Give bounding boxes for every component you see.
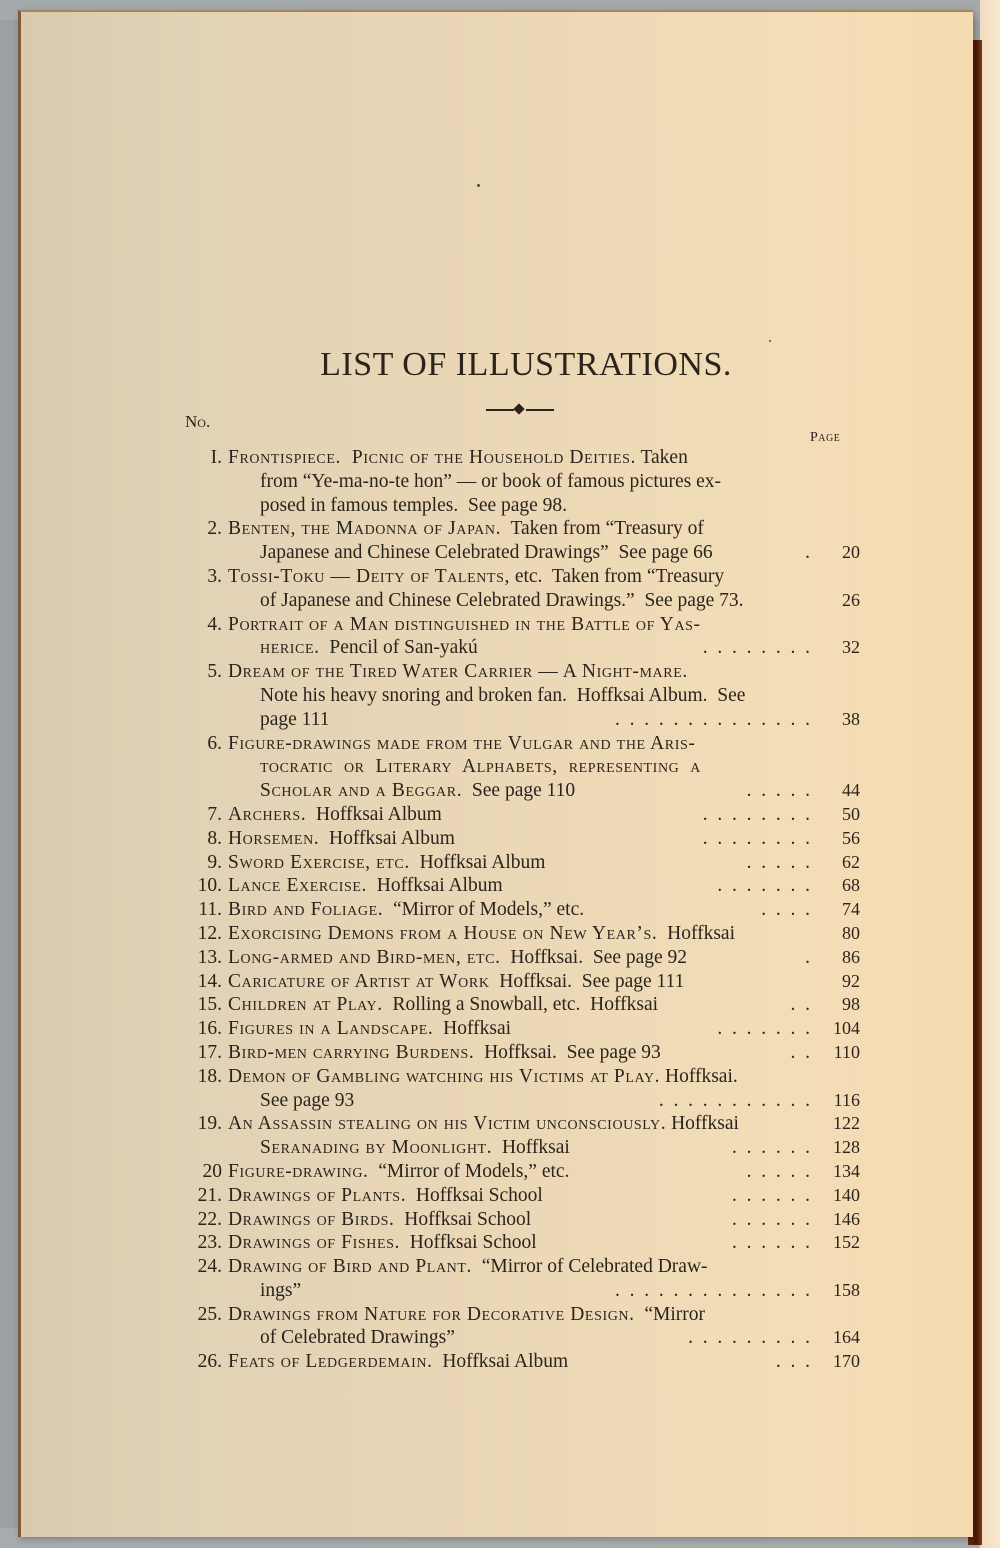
list-item-line — [170, 970, 860, 994]
page-title: LIST OF ILLUSTRATIONS. — [320, 346, 732, 383]
page-number: 104 — [833, 1018, 860, 1039]
illustration-caption — [260, 1279, 301, 1303]
illustration-number: 6. — [207, 732, 222, 754]
illustration-caption — [228, 1112, 739, 1136]
caption-text: Hoffksai Album — [306, 803, 442, 825]
list-item-line — [170, 1112, 860, 1136]
caption-text: Hoffksai — [492, 1137, 570, 1159]
caption-title: Seranading by Moonlight. — [260, 1137, 493, 1159]
illustration-caption — [228, 732, 695, 756]
caption-title: Bird and Foliage. — [228, 899, 384, 921]
caption-text: Taken — [635, 447, 688, 468]
dot-leader: . . — [785, 994, 810, 1016]
illustration-caption — [228, 1041, 661, 1065]
illustration-number: 14. — [197, 970, 222, 992]
dot-leader: . . . . . . . — [712, 875, 810, 897]
caption-text: Hoffksai. — [660, 1065, 738, 1087]
page-number: 98 — [842, 994, 860, 1015]
list-item-line — [170, 803, 860, 827]
list-item-line — [170, 1089, 860, 1113]
caption-title: Lance Exercise. — [228, 875, 368, 897]
caption-title: Figures in a Landscape. — [228, 1018, 434, 1040]
caption-text: Hoffksai School — [406, 1184, 543, 1206]
page-number: 140 — [833, 1184, 860, 1205]
list-item-line — [170, 589, 860, 613]
page-number: 62 — [842, 851, 860, 872]
illustration-caption — [228, 993, 658, 1017]
caption-title: Figure-drawing. — [228, 1160, 369, 1182]
illustration-caption — [228, 446, 688, 470]
caption-text: ings” — [260, 1279, 302, 1301]
caption-title: Drawings from Nature for Decorative Design. — [228, 1303, 635, 1325]
illustrations-list — [170, 446, 860, 1374]
caption-text: “Mirror — [634, 1303, 706, 1325]
list-item-line — [170, 636, 860, 660]
list-item — [170, 1231, 860, 1255]
illustration-number: 21. — [197, 1184, 222, 1206]
caption-text: Note his heavy snoring and broken fan. Hoffksai Album. See — [260, 684, 746, 706]
caption-title: Demon of Gambling watching his Victims at Play. — [228, 1065, 661, 1087]
caption-text: Hoffksai — [666, 1113, 739, 1135]
dot-leader: . . . . . . . . — [697, 803, 810, 825]
caption-text: posed in famous temples. See page 98. — [260, 494, 568, 516]
illustration-number: 15. — [197, 994, 222, 1016]
illustration-number: 17. — [197, 1041, 222, 1063]
illustration-caption — [260, 755, 701, 779]
caption-title: Caricature of Artist at Work — [228, 970, 490, 992]
illustration-caption — [228, 827, 455, 851]
list-item — [170, 922, 860, 946]
list-item — [170, 1350, 860, 1374]
dot-leader: . . . . . — [741, 780, 810, 802]
illustration-number: 2. — [207, 518, 222, 540]
page-number: 38 — [842, 708, 860, 729]
illustration-caption — [260, 1089, 354, 1113]
dot-leader: . . . . . . — [727, 1184, 810, 1206]
list-item-line — [170, 517, 860, 541]
page-number: 134 — [833, 1160, 860, 1181]
illustration-caption — [228, 613, 701, 637]
illustration-caption — [228, 1160, 569, 1184]
caption-title: Long-armed and Bird-men, etc. — [228, 946, 501, 968]
illustration-caption — [260, 589, 744, 613]
list-item-line — [170, 946, 860, 970]
caption-title: Feats of Ledgerdemain. — [228, 1351, 433, 1373]
page-number: 74 — [842, 899, 860, 920]
list-item-line — [170, 541, 860, 565]
illustration-number: 22. — [197, 1208, 222, 1230]
caption-text: etc. Taken from “Treasury — [509, 565, 725, 587]
caption-text: from “Ye-ma-no-te hon” — or book of famous pictures ex- — [260, 470, 722, 492]
list-item-line — [170, 1350, 860, 1374]
illustration-number: 11. — [198, 899, 222, 921]
illustration-caption — [260, 636, 478, 660]
illustration-number: 5. — [207, 661, 222, 683]
page-number: 122 — [833, 1113, 860, 1134]
dot-leader: . . . . . . . . . . . . . . — [610, 1279, 810, 1301]
illustration-number: 25. — [197, 1303, 222, 1325]
list-item-line — [170, 470, 860, 494]
dot-leader: . . — [785, 1041, 810, 1063]
illustration-caption — [228, 803, 442, 827]
dot-leader: . . . . . . — [727, 1232, 810, 1254]
caption-title: Drawings of Plants. — [228, 1184, 407, 1206]
dot-leader: . — [800, 946, 810, 968]
illustration-caption — [228, 1208, 531, 1232]
caption-text: “Mirror of Models,” etc. — [368, 1160, 570, 1182]
illustration-caption — [228, 1184, 543, 1208]
list-item — [170, 1208, 860, 1232]
illustration-caption — [260, 684, 745, 708]
facing-page-edge — [980, 0, 1000, 1548]
paper-speck — [769, 340, 771, 342]
dot-leader: . . . . . . . . . — [683, 1327, 810, 1349]
list-item-line — [170, 851, 860, 875]
list-item — [170, 993, 860, 1017]
caption-title: herice. — [260, 637, 320, 659]
list-item-line — [170, 1208, 860, 1232]
page-number: 128 — [833, 1137, 860, 1158]
page-number: 80 — [842, 922, 860, 943]
list-item — [170, 898, 860, 922]
caption-title: Benten, the Madonna of Japan. — [228, 518, 502, 540]
ornament-diamond-icon — [513, 403, 524, 414]
list-item-line — [170, 660, 860, 684]
illustration-caption — [260, 494, 567, 518]
caption-text: “Mirror of Celebrated Draw- — [472, 1256, 708, 1278]
page-number: 32 — [842, 637, 860, 658]
list-item — [170, 1184, 860, 1208]
list-item — [170, 732, 860, 803]
caption-title: Drawing of Bird and Plant. — [228, 1256, 472, 1278]
page-number: 20 — [842, 542, 860, 563]
caption-title: Figure-drawings made from the Vulgar and the Aris- — [228, 732, 696, 754]
page-number: 164 — [833, 1327, 860, 1348]
list-item — [170, 1303, 860, 1351]
dot-leader: . — [800, 542, 810, 564]
illustration-caption — [228, 1303, 705, 1327]
illustration-caption — [260, 470, 721, 494]
illustration-number: 9. — [207, 851, 222, 873]
caption-text: Rolling a Snowball, etc. Hoffksai — [382, 994, 659, 1016]
dot-leader: . . . . . . . — [712, 1018, 810, 1040]
caption-title: Tossi-Toku — Deity of Talents, — [228, 565, 510, 587]
caption-title: Bird-men carrying Burdens. — [228, 1041, 475, 1063]
caption-title: Drawings of Fishes. — [228, 1232, 400, 1254]
list-item — [170, 1041, 860, 1065]
list-item — [170, 660, 860, 731]
list-item-line — [170, 993, 860, 1017]
list-item-line — [170, 1065, 860, 1089]
caption-text: of Celebrated Drawings” — [260, 1327, 455, 1349]
dot-leader: . . . . . . — [727, 1208, 810, 1230]
illustration-caption — [228, 851, 545, 875]
caption-text: Hoffksai. See page 93 — [474, 1041, 661, 1063]
caption-title: Horsemen. — [228, 827, 320, 849]
illustration-caption — [228, 898, 584, 922]
illustration-caption — [260, 541, 713, 565]
list-item-line — [170, 494, 860, 518]
illustration-number: 8. — [207, 827, 222, 849]
list-item — [170, 565, 860, 613]
illustration-number: 26. — [197, 1351, 222, 1373]
illustration-caption — [228, 1065, 738, 1089]
list-item-line — [170, 1017, 860, 1041]
page-number: 92 — [842, 970, 860, 991]
illustration-caption — [228, 970, 684, 994]
ornament-rule-left — [486, 409, 514, 411]
dot-leader: . . . — [771, 1351, 810, 1373]
title-ornament — [486, 404, 554, 416]
page-number: 44 — [842, 780, 860, 801]
list-item — [170, 803, 860, 827]
list-item-line — [170, 446, 860, 470]
list-item-line — [170, 755, 860, 779]
page-number: 86 — [842, 946, 860, 967]
caption-text: Hoffksai — [657, 922, 736, 944]
caption-text: of Japanese and Chinese Celebrated Drawings.” See page 73. — [260, 589, 744, 611]
caption-title: Sword Exercise, etc. — [228, 851, 410, 873]
caption-text: Hoffksai. See page 111 — [489, 970, 685, 992]
page-number: 110 — [833, 1041, 860, 1062]
illustration-number: 3. — [207, 565, 222, 587]
list-item — [170, 851, 860, 875]
page-number: 146 — [833, 1208, 860, 1229]
page-number: 170 — [833, 1351, 860, 1372]
caption-title: An Assassin stealing on his Victim unconsciously. — [228, 1113, 667, 1135]
list-item-line — [170, 1279, 860, 1303]
illustration-caption — [228, 946, 687, 970]
list-item-line — [170, 922, 860, 946]
caption-title: Children at Play. — [228, 994, 383, 1016]
illustration-number: 23. — [197, 1232, 222, 1254]
illustration-number: 16. — [197, 1018, 222, 1040]
caption-text: Taken from “Treasury of — [501, 518, 704, 540]
dot-leader: . . . . . . . . . . . — [654, 1089, 810, 1111]
list-item — [170, 1160, 860, 1184]
caption-text: Japanese and Chinese Celebrated Drawings” See page 66 — [260, 542, 713, 564]
list-item — [170, 1112, 860, 1160]
caption-text: Hoffksai Album — [432, 1351, 569, 1373]
list-item — [170, 946, 860, 970]
illustration-number: 20 — [202, 1160, 222, 1182]
caption-text: Hoffksai Album — [319, 827, 455, 849]
list-item-line — [170, 1041, 860, 1065]
list-item-line — [170, 1255, 860, 1279]
illustration-caption — [228, 922, 735, 946]
caption-text: See page 93 — [260, 1089, 355, 1111]
list-item — [170, 1017, 860, 1041]
list-item-line — [170, 1231, 860, 1255]
illustration-number: 24. — [197, 1256, 222, 1278]
ornament-rule-right — [526, 409, 554, 411]
illustration-caption — [228, 1350, 568, 1374]
list-item-line — [170, 874, 860, 898]
page-number: 116 — [833, 1089, 860, 1110]
page-number: 152 — [833, 1232, 860, 1253]
list-item-line — [170, 898, 860, 922]
illustration-caption — [228, 1231, 537, 1255]
list-item-line — [170, 732, 860, 756]
column-header-no: No. — [185, 412, 211, 431]
dot-leader: . . . . . . . . — [697, 827, 810, 849]
caption-text: page 111 — [260, 708, 330, 730]
caption-title: tocratic or Literary Alphabets, representing a — [260, 756, 702, 778]
list-item-line — [170, 827, 860, 851]
page-number: 56 — [842, 827, 860, 848]
list-item-line — [170, 1303, 860, 1327]
list-item-line — [170, 1326, 860, 1350]
caption-title: Portrait of a Man distinguished in the Battle of Yas- — [228, 613, 701, 635]
caption-title: Drawings of Birds. — [228, 1208, 395, 1230]
caption-text: Hoffksai Album — [409, 851, 546, 873]
dot-leader: . . . . . . . . — [697, 637, 810, 659]
illustration-caption — [260, 708, 330, 732]
dot-leader: . . . . . — [741, 1160, 810, 1182]
illustration-number: 10. — [197, 875, 222, 897]
illustration-caption — [228, 1255, 708, 1279]
caption-title: Scholar and a Beggar. — [260, 780, 463, 802]
caption-text: Hoffksai — [433, 1018, 512, 1040]
caption-text: “Mirror of Models,” etc. — [383, 899, 585, 921]
page-number: 68 — [842, 875, 860, 896]
illustration-caption — [228, 517, 704, 541]
page-number: 158 — [833, 1279, 860, 1300]
illustration-number: 4. — [207, 613, 222, 635]
caption-text: See page 110 — [462, 780, 576, 802]
caption-text: Hoffksai School — [394, 1208, 532, 1230]
illustration-caption — [260, 779, 575, 803]
paper-speck — [477, 184, 480, 187]
list-item — [170, 1255, 860, 1303]
list-item-line — [170, 613, 860, 637]
dot-leader: . . . . . — [741, 851, 810, 873]
list-item-line — [170, 1136, 860, 1160]
list-item-line — [170, 779, 860, 803]
dot-leader: . . . . . . . . . . . . . . — [610, 708, 810, 730]
page-number: 50 — [842, 803, 860, 824]
list-item — [170, 446, 860, 517]
list-item-line — [170, 565, 860, 589]
caption-text: Hoffksai. See page 92 — [500, 946, 688, 968]
caption-text: Hoffksai Album — [367, 875, 503, 897]
list-item — [170, 970, 860, 994]
list-item-line — [170, 708, 860, 732]
list-item — [170, 1065, 860, 1113]
illustration-number: I. — [210, 447, 222, 468]
illustration-caption — [228, 660, 688, 684]
dot-leader: . . . . — [756, 899, 810, 921]
caption-title: Frontispiece. Picnic of the Household Deities. — [228, 447, 636, 468]
illustration-caption — [228, 1017, 511, 1041]
dot-leader: . . . . . . — [727, 1137, 810, 1159]
illustration-number: 7. — [207, 803, 222, 825]
caption-title: Dream of the Tired Water Carrier — A Night-mare. — [228, 661, 688, 683]
illustration-number: 18. — [197, 1065, 222, 1087]
illustration-caption — [228, 874, 503, 898]
list-item — [170, 827, 860, 851]
list-item-line — [170, 1160, 860, 1184]
page-number: 26 — [842, 589, 860, 610]
illustration-number: 12. — [197, 922, 222, 944]
list-item — [170, 613, 860, 661]
caption-text: Hoffksai School — [399, 1232, 537, 1254]
illustration-caption — [228, 565, 724, 589]
list-item-line — [170, 684, 860, 708]
column-header-page: Page — [810, 430, 841, 445]
list-item-line — [170, 1184, 860, 1208]
caption-text: Pencil of San-yakú — [319, 637, 478, 659]
list-item — [170, 874, 860, 898]
list-item — [170, 517, 860, 565]
illustration-number: 13. — [197, 946, 222, 968]
illustration-caption — [260, 1136, 570, 1160]
caption-title: Exorcising Demons from a House on New Year’s. — [228, 922, 658, 944]
illustration-number: 19. — [197, 1113, 222, 1135]
caption-title: Archers. — [228, 803, 307, 825]
illustration-caption — [260, 1326, 455, 1350]
